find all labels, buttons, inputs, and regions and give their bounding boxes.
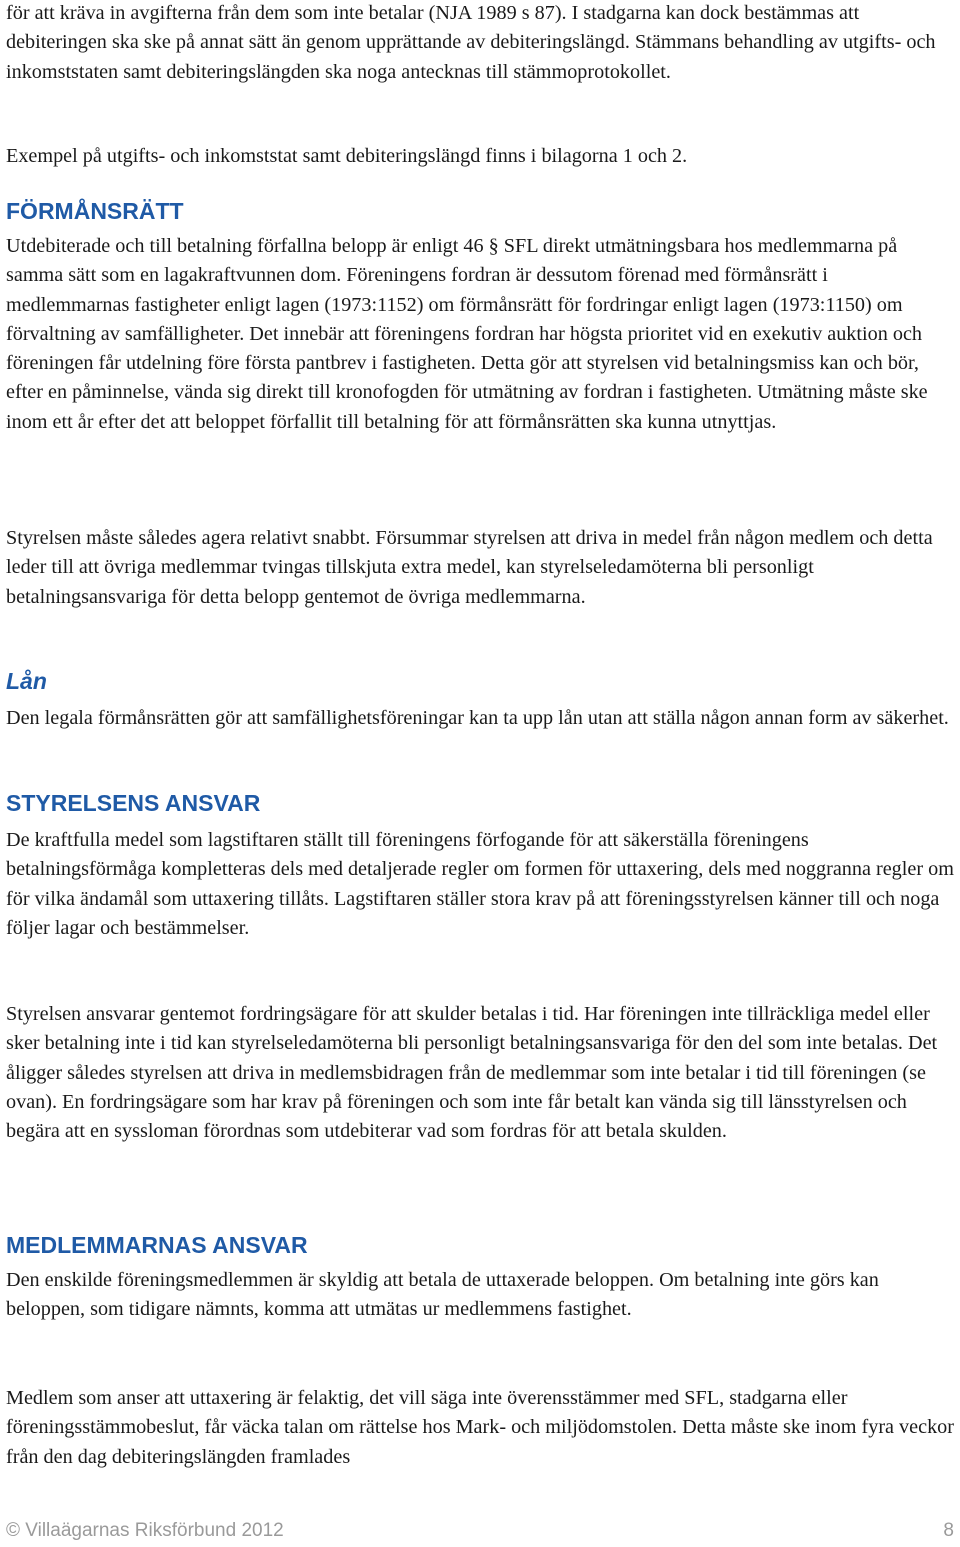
heading-medlemmarnas-ansvar: MEDLEMMARNAS ANSVAR — [6, 1232, 308, 1258]
heading-formansratt: FÖRMÅNSRÄTT — [6, 198, 184, 224]
heading-styrelsens-ansvar: STYRELSENS ANSVAR — [6, 790, 261, 816]
heading-lan: Lån — [6, 668, 47, 694]
paragraph-exempel: Exempel på utgifts- och inkomststat samt debiteringslängd finns i bilagorna 1 och 2. — [6, 145, 688, 167]
paragraph-formansratt: Utdebiterade och till betalning förfallna belopp är enligt 46 § SFL direkt utmätningsbara hos medlemmarna på samma sätt som en lagakraftvunnen dom. Föreningens fordran är dessutom förenad med förmånsrätt i medlemmarnas fastigheter enligt lagen (1973:1152) om förmånsrätt för fordringar enligt lagen (1973:1150) om förvaltning av samfälligheter. Det innebär att föreningens fordran har högsta prioritet vid en exekutiv auktion och föreningen får utdelning före första pantbrev i fastigheten. Detta gör att styrelsen vid betalningsmiss kan och bör, efter en påminnelse, vända sig direkt till kronofogden för utmätning av fordran i fastigheten. Utmätning måste ske inom ett år efter det att beloppet förfallit till betalning för att förmånsrätten ska kunna utnyttjas. — [6, 235, 928, 433]
paragraph-debitering: för att kräva in avgifterna från dem som inte betalar (NJA 1989 s 87). I stadgarna kan dock bestämmas att debiteringen ska ske på annat sätt än genom upprättande av debiteringslängd. Stämmans behandling av utgifts- och inkomststaten samt debiteringslängden ska noga antecknas till stämmoprotokollet. — [6, 2, 936, 83]
paragraph-medlemmarnas-ansvar: Den enskilde föreningsmedlemmen är skyldig att betala de uttaxerade beloppen. Om betalning inte görs kan beloppen, som tidigare nämnts, komma att utmätas ur medlemmens fastighet. — [6, 1269, 879, 1321]
paragraph-agera-snabbt: Styrelsen måste således agera relativt snabbt. Försummar styrelsen att driva in medel från någon medlem och detta leder till att övriga medlemmar tvingas tillskjuta extra medel, kan styrelseledamöterna bli personligt betalningsansvariga för detta belopp gentemot de övriga medlemmarna. — [6, 527, 933, 608]
paragraph-rattelse: Medlem som anser att uttaxering är felaktig, det vill säga inte överensstämmer med SFL, stadgarna eller föreningsstämmobeslut, får väcka talan om rättelse hos Mark- och miljödomstolen. Detta måste ske inom fyra veckor från den dag debiteringslängden framlades — [6, 1387, 954, 1468]
paragraph-styrelsens-ansvar: De kraftfulla medel som lagstiftaren ställt till föreningens förfogande för att säkerställa föreningens betalningsförmåga kompletteras dels med detaljerade regler om formen för uttaxering, dels med noggranna regler om för vilka ändamål som uttaxering tillåts. Lagstiftaren ställer stora krav på att föreningsstyrelsen känner till och noga följer lagar och bestämmelser. — [6, 829, 954, 939]
paragraph-lan: Den legala förmånsrätten gör att samfällighetsföreningar kan ta upp lån utan att ställa någon annan form av säkerhet. — [6, 707, 949, 729]
footer-copyright: © Villaägarnas Riksförbund 2012 — [6, 1520, 284, 1541]
page-footer — [6, 1520, 954, 1544]
paragraph-fordringsagare: Styrelsen ansvarar gentemot fordringsägare för att skulder betalas i tid. Har föreningen inte tillräckliga medel eller sker betalning inte i tid kan styrelseledamöterna bli personligt betalningsansvariga för den del som inte betalas. Det åligger således styrelsen att driva in medlemsbidragen från de medlemmar som inte betalar i tid till föreningen (se ovan). En fordringsägare som har krav på föreningen och som inte får betalt kan vända sig till länsstyrelsen och begära att en syssloman förordnas som utdebiterar vad som fordras för att betala skulden. — [6, 1003, 938, 1143]
page-number: 8 — [943, 1520, 954, 1541]
